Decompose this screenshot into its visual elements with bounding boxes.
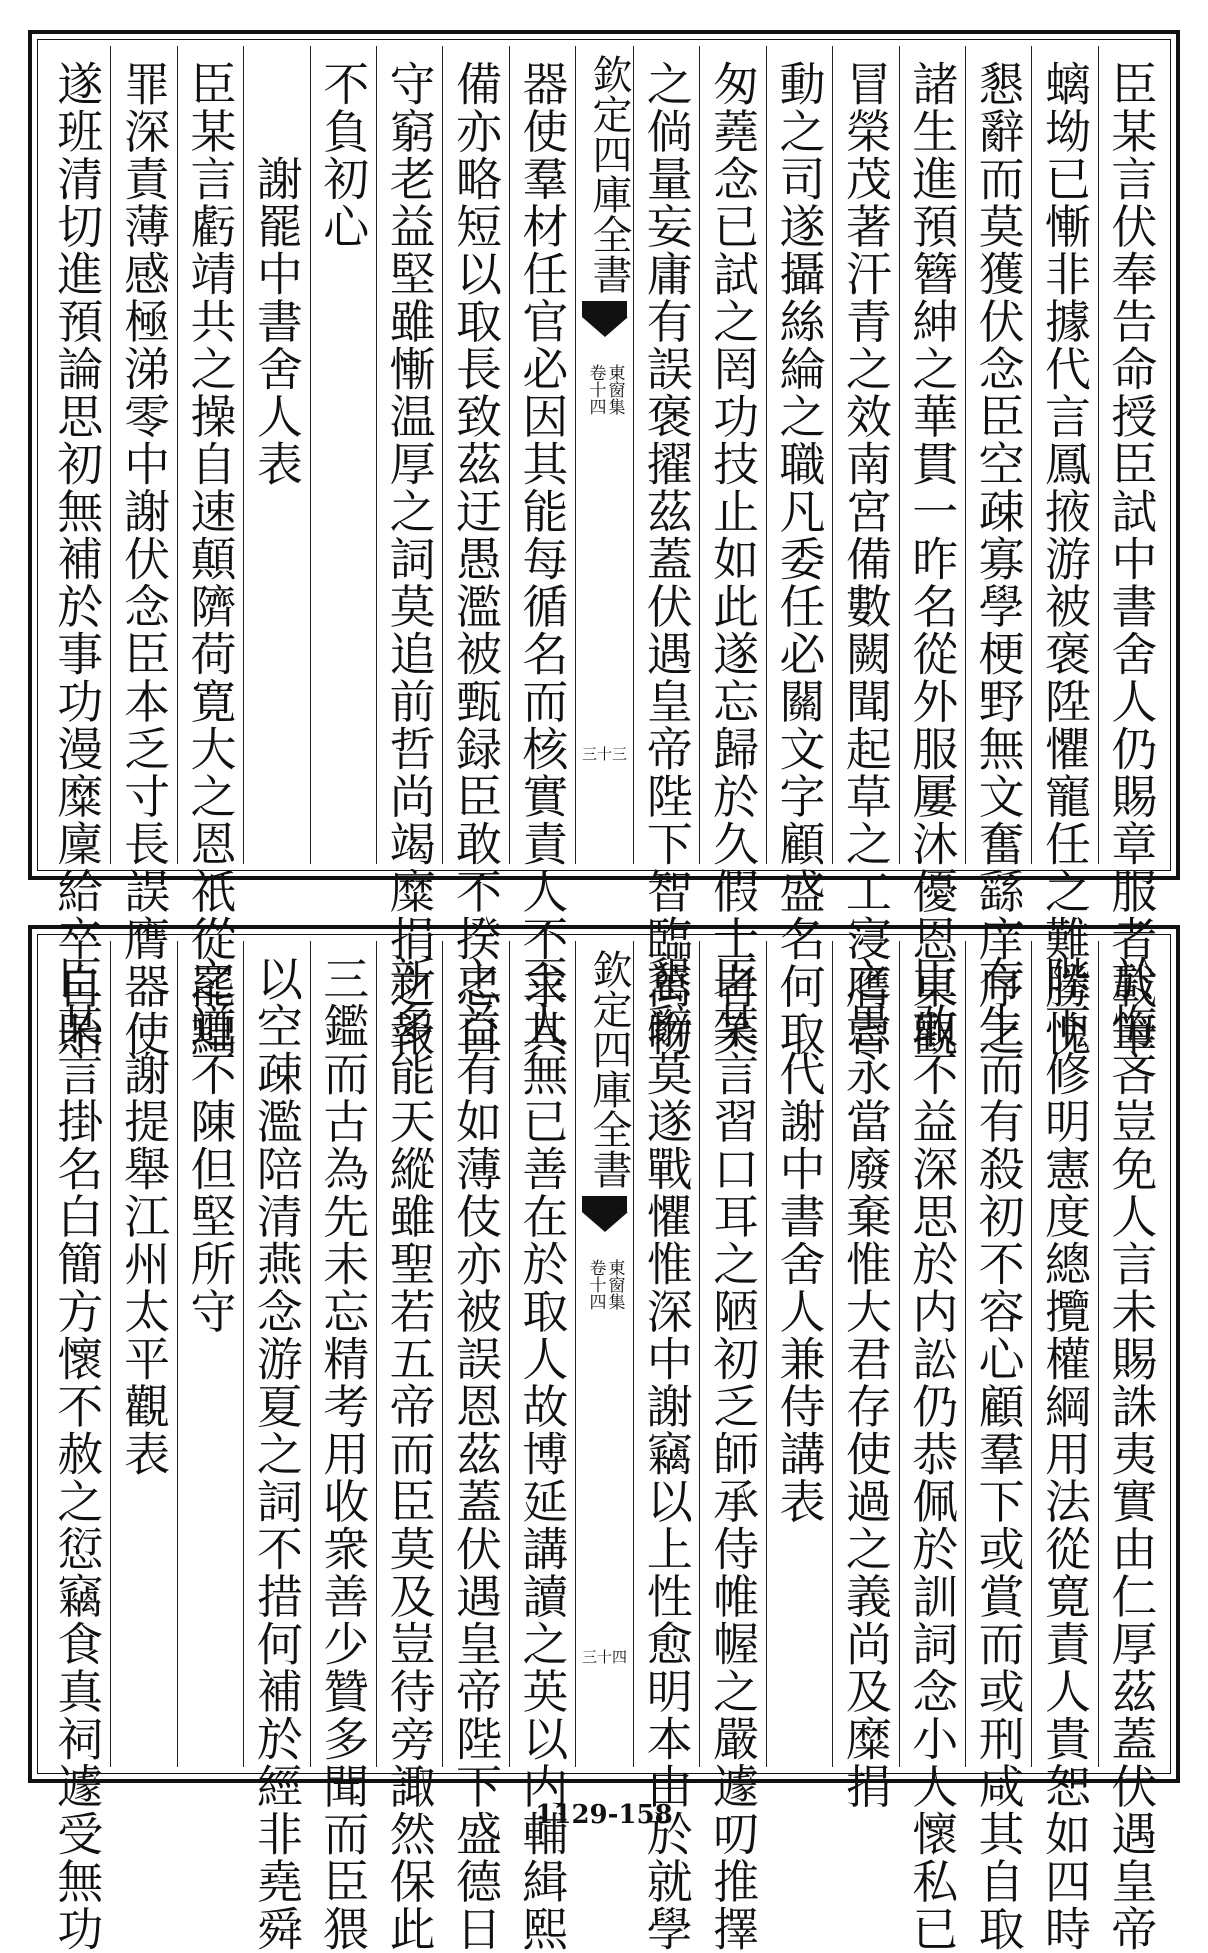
text-column: 器使羣材任官必因其能每循名而核實責人不求其 bbox=[509, 46, 575, 864]
section-title-column: 代謝中書舍人兼侍講表 bbox=[766, 941, 832, 1767]
text-column: 之道不陳但堅所守 bbox=[177, 941, 243, 1767]
spine-book-title: 欽定四庫全書 bbox=[586, 54, 632, 294]
spine-collection-name: 東窗集 bbox=[604, 364, 625, 415]
text-column: 臣某言習口耳之陋初乏師承侍帷幄之嚴遽叨推擇 bbox=[699, 941, 765, 1767]
text-column: 臣某言虧靖共之操自速顛隮荷寛大之恩祇從罷黜 bbox=[177, 46, 243, 864]
text-column: 臣某言掛名白簡方懷不赦之愆竊食真祠遽受無功 bbox=[50, 955, 105, 1953]
spine-column bbox=[575, 941, 633, 1767]
text-column: 陛下修明憲度總攬權綱用法從寛責人貴恕如四時 bbox=[1031, 941, 1097, 1767]
folio-number: 三十四 bbox=[581, 1648, 627, 1666]
spine-column bbox=[575, 46, 633, 864]
spine-book-title: 欽定四庫全書 bbox=[586, 949, 632, 1189]
text-column: 守窮老益堅雖慚温厚之詞莫追前哲尚竭糜捐之報 bbox=[376, 46, 442, 864]
top-columns bbox=[44, 46, 1164, 1058]
spine-volume: 卷十四 bbox=[585, 364, 606, 415]
spine-volume: 卷十四 bbox=[585, 1259, 606, 1310]
text-column: 之倘量妄庸有誤褒擢茲蓋伏遇皇帝陛下智臨萬物 bbox=[633, 46, 699, 864]
text-column: 不負初心 bbox=[310, 46, 376, 864]
text-column: 懇辭莫遂戰懼惟深中謝竊以上性愈明本由於就學 bbox=[633, 941, 699, 1767]
folio-number: 三十三 bbox=[581, 745, 627, 763]
text-column: 以空疎濫陪清燕念游夏之詞不措何補於經非堯舜 bbox=[243, 941, 309, 1767]
section-title-column: 謝罷中書舍人表 bbox=[243, 46, 309, 864]
text-column: 懇辭而莫獲伏念臣空疎寡學梗野無文奮繇庠序之 bbox=[965, 46, 1031, 864]
text-column: 有生而有殺初不容心顧羣下或賞而或刑咸其自取 bbox=[965, 941, 1031, 1767]
top-page bbox=[28, 30, 1180, 1058]
text-column: 之益有如薄伎亦被誤恩茲蓋伏遇皇帝陛下盛德日 bbox=[442, 941, 508, 1767]
text-column: 遂班清切進預論思初無補於事功漫糜廩給卒自貽 bbox=[50, 60, 105, 1058]
text-column: 螭坳已慚非據代言鳳掖游被褒陞懼寵任之難勝愧 bbox=[1031, 46, 1097, 864]
page-footer-number: 1129-158 bbox=[535, 1800, 673, 1830]
text-column: 匆蕘念已試之罔功技止如此遂忘歸於久假士者笑 bbox=[699, 46, 765, 864]
text-column: 備亦略短以取長致茲迂愚濫被甄録臣敢不揆忠自 bbox=[442, 46, 508, 864]
text-column: 臣敢不益深思於内訟仍恭佩於訓詞念小人懷私已 bbox=[899, 941, 965, 1767]
fish-tail-ornament bbox=[582, 1196, 627, 1234]
text-column: 動之司遂攝絲綸之職凡委任必關文字顧盛名何取 bbox=[766, 46, 832, 864]
spine-collection bbox=[584, 364, 625, 415]
text-column: 新多能天縱雖聖若五帝而臣莫及豈待旁諏然保此 bbox=[376, 941, 442, 1767]
text-column: 於悔吝豈免人言未賜誅夷實由仁厚茲蓋伏遇皇帝 bbox=[1098, 941, 1164, 1767]
text-column: 至人無已善在於取人故博延講讀之英以内輔緝熙 bbox=[509, 941, 575, 1767]
section-title-column: 謝提舉江州太平觀表 bbox=[110, 941, 176, 1767]
text-column: 諸生進預簪紳之華貫一昨名從外服屢沐優恩東觀 bbox=[899, 46, 965, 864]
spine-collection bbox=[584, 1259, 625, 1310]
text-column: 臣某言伏奉告命授臣試中書舍人仍賜章服者載筆 bbox=[1098, 46, 1164, 864]
text-column: 冒榮茂著汗青之效南宮備數闕聞起草之工寖膺言 bbox=[832, 46, 898, 864]
text-column: 之愚永當廢棄惟大君存使過之義尚及糜捐 bbox=[832, 941, 898, 1767]
spine-collection-name: 東窗集 bbox=[604, 1259, 625, 1310]
text-column: 三鑑而古為先未忘精考用收衆善少贊多聞而臣猥 bbox=[310, 941, 376, 1767]
fish-tail-ornament bbox=[582, 301, 627, 339]
text-column: 罪深責薄感極涕零中謝伏念臣本乏寸長誤膺器使 bbox=[110, 46, 176, 864]
